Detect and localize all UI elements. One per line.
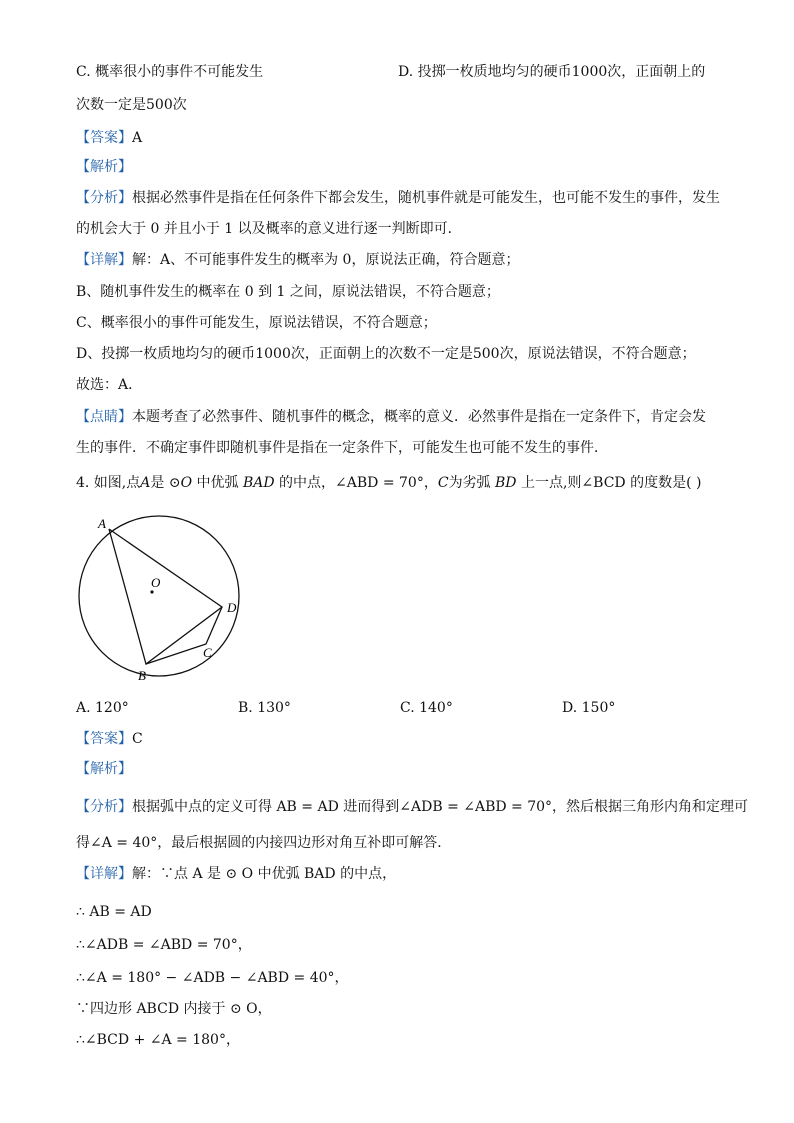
q4-step3: ∴∠A = 180° − ∠ADB − ∠ABD = 40°， xyxy=(76,970,349,986)
answer-tag: 【答案】 xyxy=(76,731,132,747)
stem-arc-bd: BD xyxy=(495,475,517,491)
answer-value: A xyxy=(132,130,143,146)
fenxi-tag: 【分析】 xyxy=(76,190,132,206)
stem-part: 为劣弧 xyxy=(448,475,496,491)
q4-option-d: D. 150° xyxy=(562,700,616,716)
label-a: A xyxy=(98,516,106,531)
q3-conclusion: 故选：A． xyxy=(76,377,143,393)
label-o: O xyxy=(151,575,161,590)
stem-point-c: C xyxy=(437,475,449,491)
answer-tag: 【答案】 xyxy=(76,130,132,146)
stem-part: 上一点,则∠BCD 的度数是( ) xyxy=(516,475,702,491)
q3-dianjing-line1 xyxy=(76,407,706,427)
xiangjie-text: 解：∵点 A 是 ⊙ O 中优弧 BAD 的中点， xyxy=(132,866,397,882)
q3-line-b: B、随机事件发生的概率在 0 到 1 之间，原说法错误，不符合题意； xyxy=(76,284,500,300)
stem-point-a: A xyxy=(140,475,151,491)
stem-point-o: O xyxy=(180,475,193,491)
label-c: C xyxy=(203,645,212,660)
stem-arc-bad: BAD xyxy=(242,475,275,491)
stem-part: 中优弧 xyxy=(192,475,243,491)
fenxi-text: 根据弧中点的定义可得 AB = AD 进而得到∠ADB = ∠ABD = 70°，然后根据三角形内角和定理可 xyxy=(132,799,749,815)
q3-fenxi-line1 xyxy=(76,188,720,208)
dianjing-tag: 【点睛】 xyxy=(76,409,132,425)
q4-jiexi-heading: 【解析】 xyxy=(76,761,132,777)
q4-option-a: A. 120° xyxy=(76,700,129,716)
q3-line-d: D、投掷一枚质地均匀的硬币1000次，正面朝上的次数不一定是500次，原说法错误，不符合题意； xyxy=(76,346,696,362)
q3-option-c: C. 概率很小的事件不可能发生 xyxy=(76,64,264,80)
xiangjie-tag: 【详解】 xyxy=(76,252,132,268)
q3-line-c: C、概率很小的事件可能发生，原说法错误，不符合题意； xyxy=(76,315,437,331)
q4-option-c: C. 140° xyxy=(400,700,453,716)
label-d: D xyxy=(227,600,237,615)
circle-o xyxy=(79,516,239,676)
q3-option-d-cont: 次数一定是500次 xyxy=(76,97,187,113)
q4-option-b: B. 130° xyxy=(238,700,291,716)
q3-option-d: D. 投掷一枚质地均匀的硬币1000次，正面朝上的 xyxy=(398,64,706,80)
q4-answer xyxy=(76,729,143,749)
center-point xyxy=(150,590,153,593)
q3-xiangjie xyxy=(76,250,519,270)
answer-value: C xyxy=(132,731,143,747)
label-b: B xyxy=(138,668,146,683)
q4-xiangjie xyxy=(76,864,396,884)
stem-part: 是 ⊙ xyxy=(150,475,181,491)
circle-figure xyxy=(74,512,264,687)
fenxi-text: 根据必然事件是指在任何条件下都会发生，随机事件就是可能发生，也可能不发生的事件，发生 xyxy=(132,190,720,206)
q3-jiexi-heading: 【解析】 xyxy=(76,159,132,175)
q4-step1: ∴ AB = AD xyxy=(76,904,152,920)
fenxi-tag: 【分析】 xyxy=(76,799,132,815)
q4-fenxi-line2: 得∠A = 40°，最后根据圆的内接四边形对角互补即可解答． xyxy=(76,835,452,851)
stem-part: 的中点，∠ABD = 70°， xyxy=(274,475,438,491)
q4-step2: ∴∠ADB = ∠ABD = 70°， xyxy=(76,937,252,953)
q3-dianjing-line2: 生的事件．不确定事件即随机事件是指在一定条件下，可能发生也可能不发生的事件． xyxy=(76,440,608,456)
xiangjie-tag: 【详解】 xyxy=(76,866,132,882)
q3-answer xyxy=(76,128,142,148)
q4-stem xyxy=(76,473,701,493)
q4-fenxi-line1 xyxy=(76,797,748,817)
stem-part: 4. 如图,点 xyxy=(76,475,141,491)
q3-fenxi-line2: 的机会大于 0 并且小于 1 以及概率的意义进行逐一判断即可． xyxy=(76,221,462,237)
xiangjie-text: 解：A、不可能事件发生的概率为 0，原说法正确，符合题意； xyxy=(132,252,520,268)
dianjing-text: 本题考查了必然事件、随机事件的概念，概率的意义．必然事件是指在一定条件下，肯定会发 xyxy=(132,409,706,425)
q4-step5: ∴∠BCD + ∠A = 180°， xyxy=(76,1032,240,1048)
q4-step4: ∵四边形 ABCD 内接于 ⊙ O， xyxy=(76,1001,272,1017)
